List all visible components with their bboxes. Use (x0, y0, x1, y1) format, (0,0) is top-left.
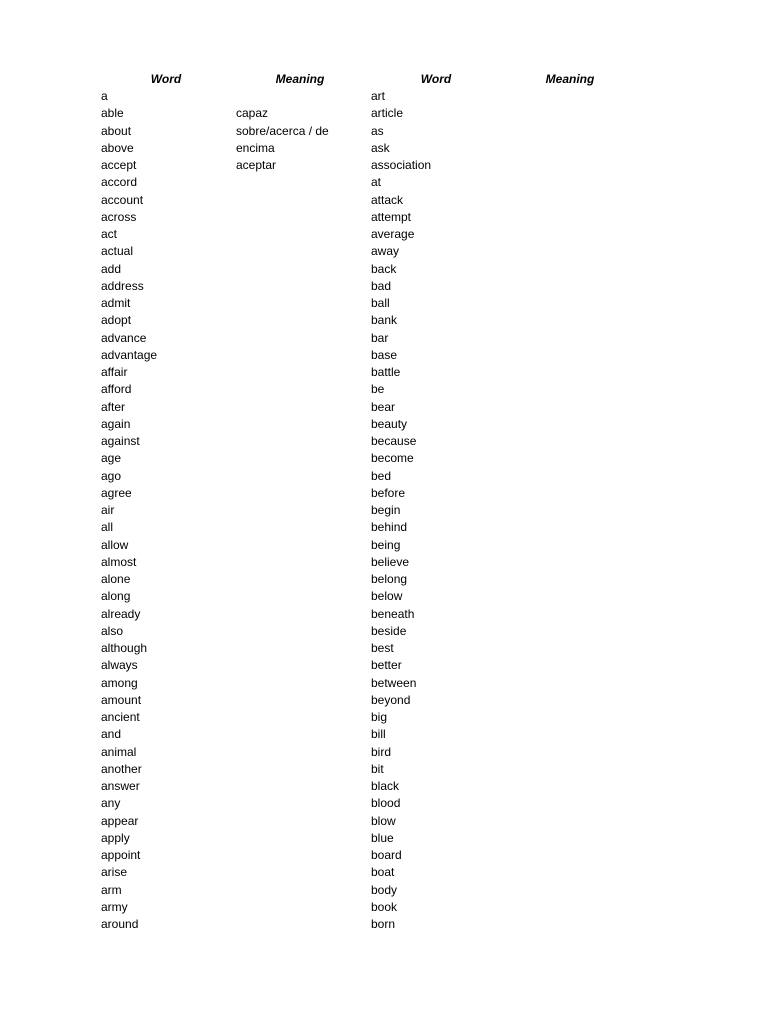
word-cell: beneath (371, 606, 415, 621)
word-cell: at (371, 175, 382, 190)
word-cell: amount (101, 692, 142, 707)
word-cell: among (101, 675, 138, 690)
word-cell: behind (371, 520, 408, 535)
word-cell: able (101, 106, 124, 121)
word-cell: all (101, 520, 114, 535)
word-cell: arise (101, 865, 128, 880)
word-cell: bad (371, 278, 392, 293)
meaning-cell: aceptar (236, 158, 277, 172)
word-cell: another (101, 761, 142, 776)
word-cell: and (101, 727, 122, 742)
word-cell: be (371, 382, 385, 397)
word-cell: attack (371, 192, 404, 207)
word-cell: bar (371, 330, 389, 345)
word-cell: admit (101, 296, 131, 310)
left-meaning-column (236, 88, 329, 174)
word-cell: best (371, 641, 394, 655)
word-cell: below (371, 589, 403, 604)
word-cell: accept (101, 158, 137, 172)
word-cell: bit (371, 761, 384, 776)
word-cell: advantage (101, 347, 158, 362)
word-cell: accord (101, 175, 138, 190)
right-word-column (371, 88, 431, 933)
word-cell: about (101, 123, 132, 138)
header-meaning-right: Meaning (545, 72, 595, 86)
word-cell: act (101, 227, 118, 241)
word-cell: animal (101, 744, 137, 759)
word-cell: born (371, 917, 396, 931)
word-cell: against (101, 434, 140, 448)
word-cell: article (371, 106, 404, 121)
word-cell: bed (371, 468, 392, 483)
meaning-cell: capaz (236, 106, 269, 121)
word-cell: art (371, 89, 386, 103)
word-cell: apply (101, 830, 130, 845)
word-cell: book (371, 899, 398, 914)
word-cell: being (371, 537, 401, 552)
word-cell: above (101, 140, 134, 155)
word-cell: between (371, 675, 417, 690)
word-cell: bank (371, 313, 398, 328)
word-cell: body (371, 882, 398, 897)
header-word-right: Word (420, 72, 452, 86)
header-word-left: Word (150, 72, 182, 86)
word-cell: air (101, 503, 115, 517)
word-cell: blue (371, 830, 394, 845)
word-cell: also (101, 623, 124, 638)
word-cell: board (371, 848, 402, 862)
word-cell: army (101, 899, 128, 914)
word-cell: already (101, 606, 141, 621)
header-meaning-left: Meaning (275, 72, 325, 86)
word-cell: become (371, 451, 414, 466)
word-cell: ball (371, 296, 390, 310)
word-cell: again (101, 416, 131, 431)
word-cell: belong (371, 572, 408, 586)
word-cell: afford (101, 382, 132, 397)
word-cell: a (101, 89, 108, 103)
word-cell: age (101, 451, 122, 466)
word-cell: as (371, 123, 384, 138)
word-cell: begin (371, 503, 401, 517)
word-cell: battle (371, 365, 401, 379)
word-cell: because (371, 434, 417, 448)
word-cell: ancient (101, 710, 140, 724)
word-cell: answer (101, 779, 140, 793)
word-cell: blood (371, 796, 401, 811)
word-cell: base (371, 347, 398, 362)
meaning-cell: sobre/acerca / de (236, 123, 329, 138)
word-cell: account (101, 192, 144, 207)
word-cell: association (371, 158, 432, 172)
word-cell: beside (371, 623, 407, 638)
word-cell: arm (101, 882, 122, 897)
word-cell: back (371, 261, 397, 276)
word-cell: affair (101, 365, 128, 379)
word-cell: big (371, 710, 388, 724)
word-cell: appear (101, 813, 139, 828)
word-cell: beauty (371, 416, 408, 431)
meaning-cell: encima (236, 140, 275, 155)
word-cell: always (101, 658, 138, 673)
word-cell: believe (371, 554, 410, 569)
word-cell: average (371, 227, 415, 241)
word-cell: away (371, 244, 400, 259)
word-cell: actual (101, 244, 134, 259)
word-cell: address (101, 278, 144, 293)
word-cell: allow (101, 537, 129, 552)
word-cell: add (101, 261, 122, 276)
word-cell: adopt (101, 313, 132, 328)
word-cell: ask (371, 140, 390, 155)
word-cell: boat (371, 865, 395, 880)
word-cell: advance (101, 330, 147, 345)
word-cell: bear (371, 399, 396, 414)
word-cell: agree (101, 485, 132, 500)
word-cell: before (371, 485, 406, 500)
word-cell: alone (101, 572, 131, 586)
word-cell: appoint (101, 848, 141, 862)
word-cell: after (101, 399, 126, 414)
word-cell: almost (101, 554, 137, 569)
word-cell: beyond (371, 692, 411, 707)
word-cell: blow (371, 813, 396, 828)
word-cell: along (101, 589, 131, 604)
word-cell: any (101, 796, 121, 811)
word-cell: ago (101, 468, 122, 483)
word-cell: bird (371, 744, 392, 759)
word-cell: attempt (371, 209, 412, 224)
meaning-cell (236, 88, 329, 105)
word-cell: around (101, 917, 139, 931)
word-cell: across (101, 209, 137, 224)
word-cell: better (371, 658, 402, 673)
word-cell: although (101, 641, 148, 655)
left-word-column (101, 88, 157, 933)
word-cell: black (371, 779, 400, 793)
word-cell: bill (371, 727, 386, 742)
